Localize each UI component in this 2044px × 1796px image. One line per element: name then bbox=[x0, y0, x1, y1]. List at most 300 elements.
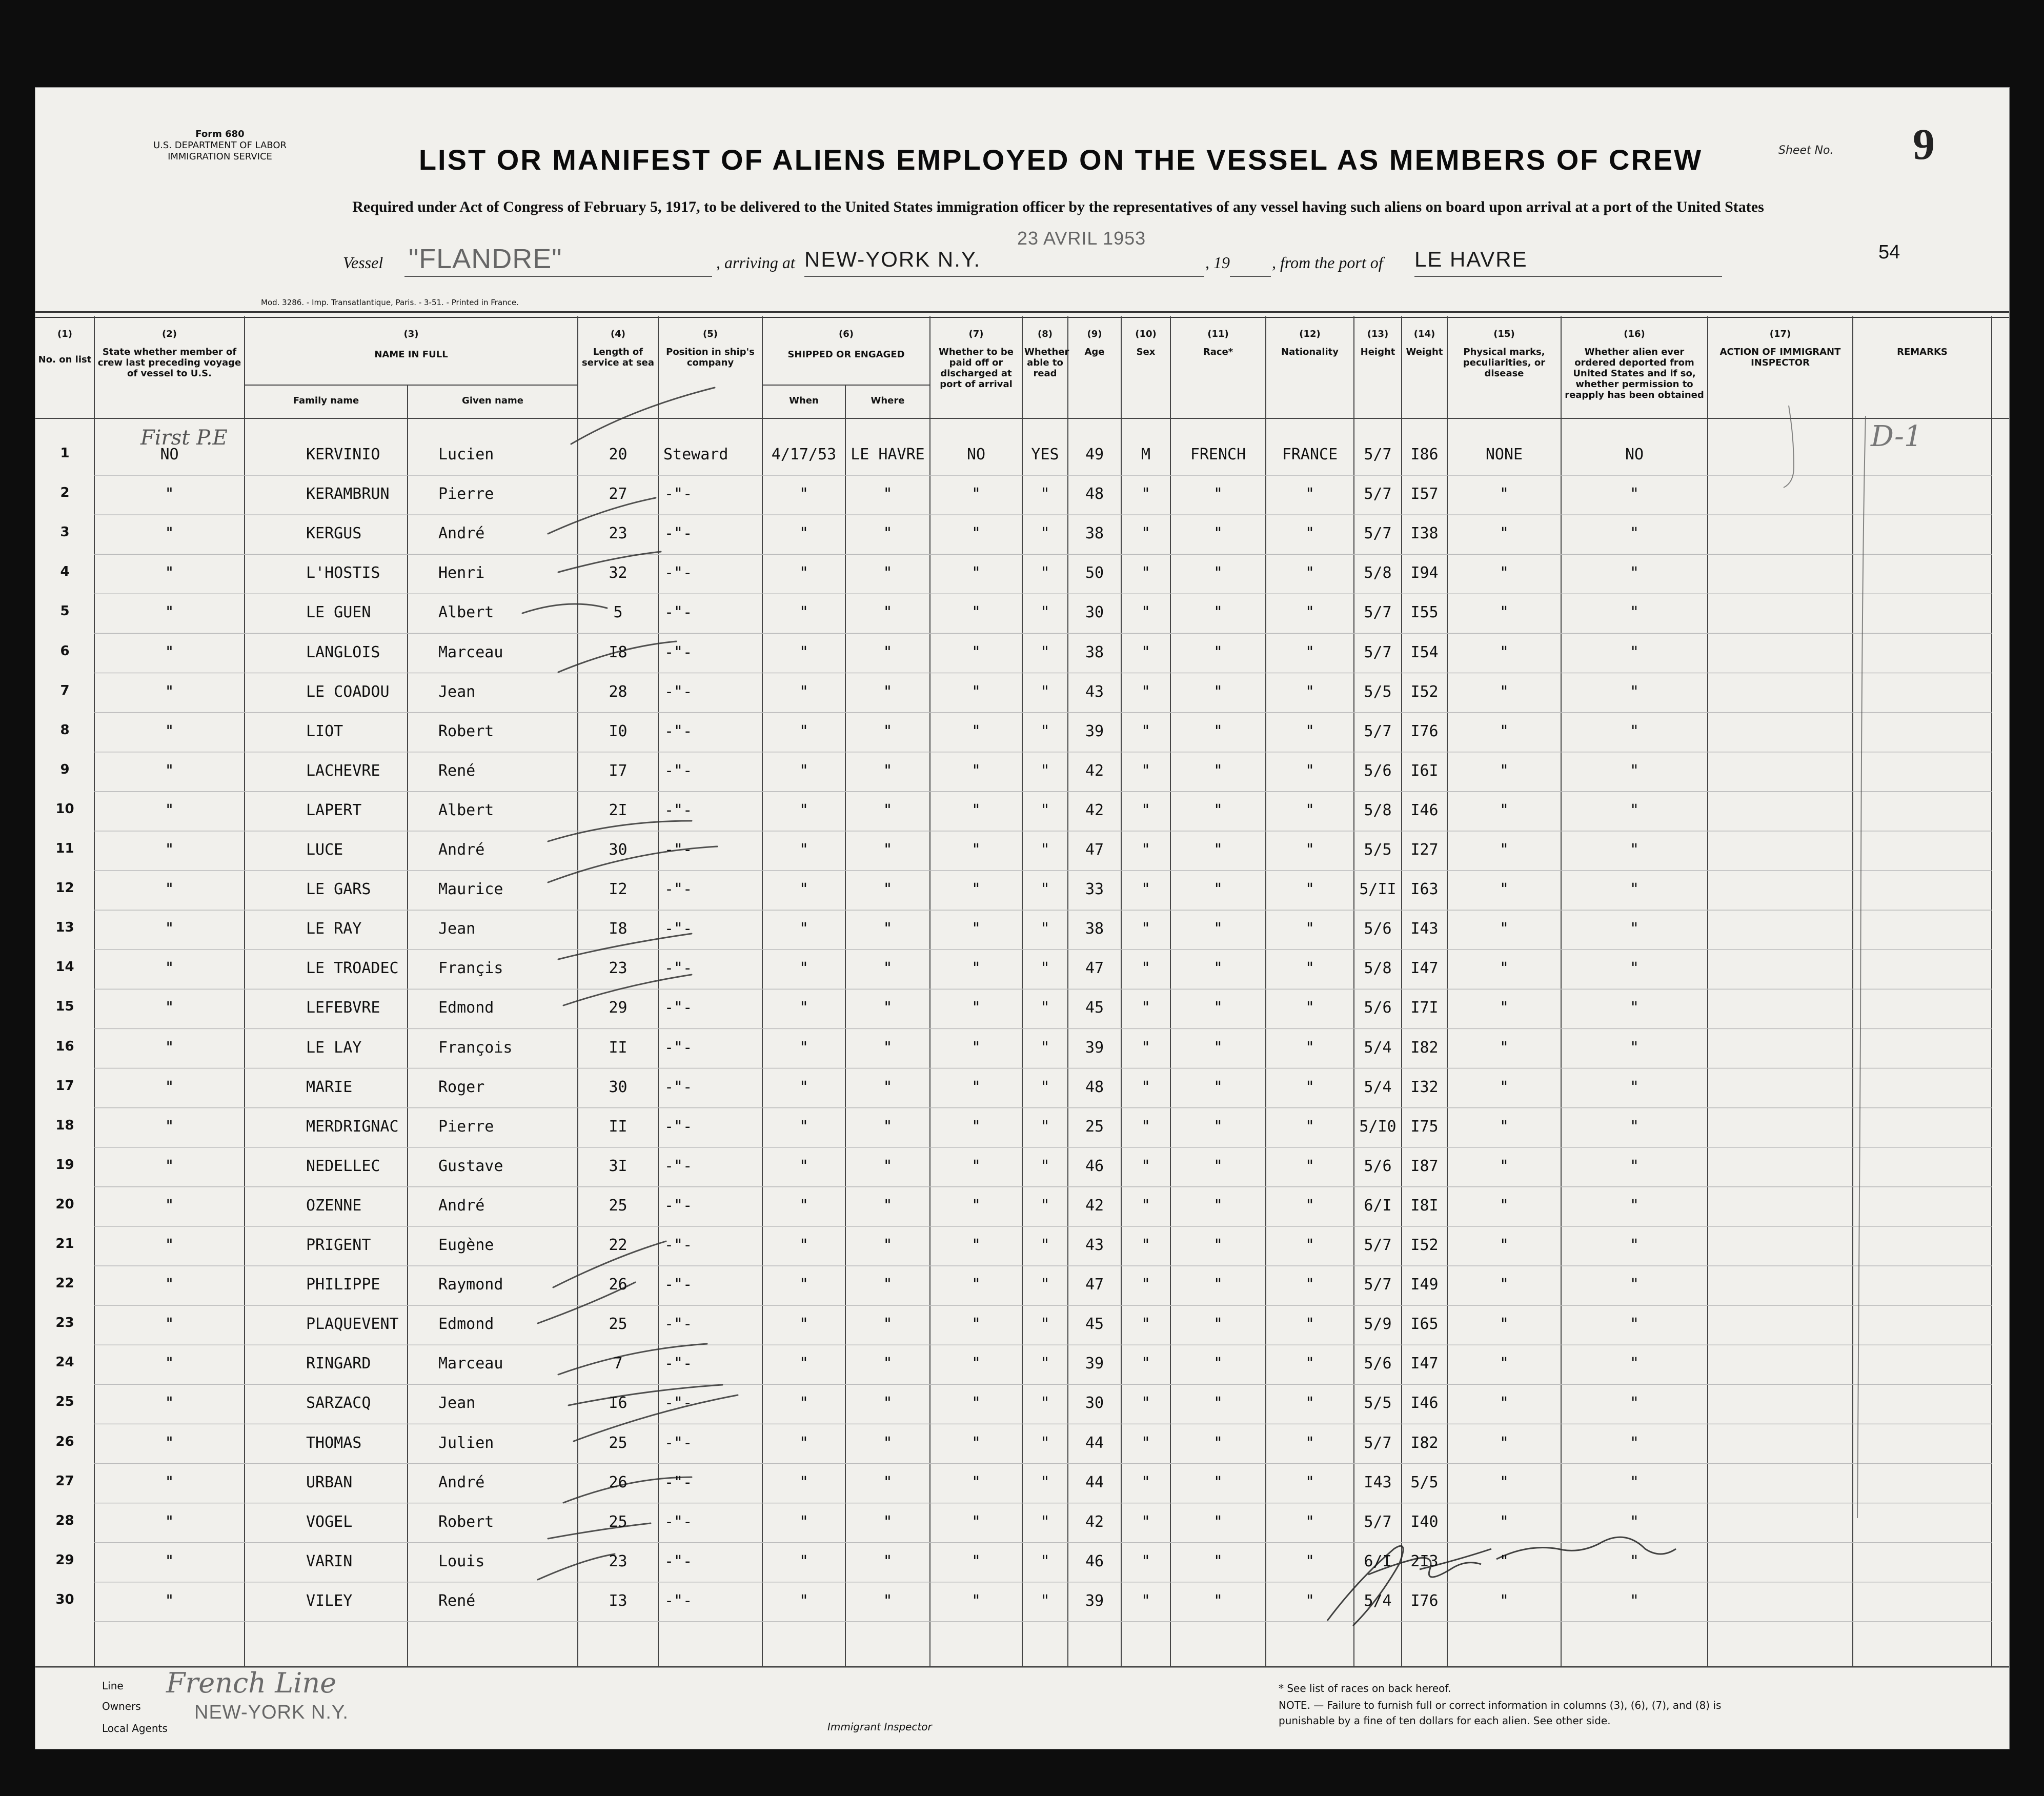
cell-nat: " bbox=[1305, 1038, 1315, 1057]
cell-given: Lucien bbox=[438, 446, 494, 463]
cell-deported: " bbox=[1629, 1473, 1640, 1491]
cell-height: 5/4 bbox=[1364, 1591, 1392, 1610]
cell-position: -"- bbox=[664, 682, 693, 701]
cell-service: 26 bbox=[609, 1473, 628, 1491]
cell-family: PRIGENT bbox=[306, 1236, 371, 1254]
act-of-congress-text: Required under Act of Congress of February 5, 1917, to be delivered to the United States immigration officer by the representatives of any vessel having such aliens on board upon arrival at a port of the United States bbox=[352, 198, 1764, 215]
cell-where: " bbox=[883, 801, 893, 819]
cell-deported: " bbox=[1629, 524, 1640, 543]
cell-paid: " bbox=[971, 1434, 981, 1452]
cell-height: 5/5 bbox=[1364, 682, 1392, 701]
cell-service: 2I bbox=[609, 801, 628, 819]
cell-service: 29 bbox=[609, 999, 628, 1017]
column-number: (13) bbox=[1367, 329, 1389, 339]
cell-where: " bbox=[883, 1355, 893, 1373]
cell-deported: " bbox=[1629, 603, 1640, 622]
cell-where: " bbox=[883, 920, 893, 938]
cell-paid: " bbox=[971, 880, 981, 899]
cell-prev: " bbox=[165, 1473, 174, 1491]
cell-when: " bbox=[799, 1276, 809, 1294]
cell-family: LE GARS bbox=[306, 880, 371, 899]
immigrant-inspector-label: Immigrant Inspector bbox=[827, 1721, 932, 1733]
cell-given: Louis bbox=[438, 1552, 485, 1570]
cell-read: " bbox=[1040, 880, 1050, 899]
column-number: (6) bbox=[839, 329, 854, 339]
cell-sex: " bbox=[1141, 1315, 1151, 1334]
cell-where: " bbox=[883, 1315, 893, 1334]
cell-service: II bbox=[609, 1117, 628, 1136]
cell-nat: " bbox=[1305, 682, 1315, 701]
column-label: ACTION OF IMMIGRANT INSPECTOR bbox=[1719, 347, 1841, 368]
cell-deported: " bbox=[1629, 1355, 1640, 1373]
cell-service: 25 bbox=[609, 1512, 628, 1531]
cell-where: " bbox=[883, 524, 893, 543]
cell-marks: " bbox=[1499, 880, 1509, 899]
cell-given: André bbox=[438, 841, 485, 859]
cell-paid: " bbox=[971, 1276, 981, 1294]
cell-position: -"- bbox=[664, 643, 693, 661]
cell-race: " bbox=[1213, 1434, 1223, 1452]
cell-race: " bbox=[1213, 1236, 1223, 1254]
cell-given: Julien bbox=[438, 1434, 494, 1452]
cell-marks: " bbox=[1499, 564, 1509, 582]
cell-marks: " bbox=[1499, 1157, 1509, 1175]
cell-sex: " bbox=[1141, 999, 1151, 1017]
cell-where: " bbox=[883, 880, 893, 899]
column-number: (10) bbox=[1135, 329, 1157, 339]
cell-read: " bbox=[1040, 841, 1050, 859]
cell-when: " bbox=[799, 1591, 809, 1610]
cell-prev: " bbox=[165, 1394, 174, 1412]
cell-paid: " bbox=[971, 1394, 981, 1412]
cell-race: " bbox=[1213, 1038, 1223, 1057]
cell-given: René bbox=[438, 1591, 476, 1610]
cell-read: " bbox=[1040, 564, 1050, 582]
cell-sex: " bbox=[1141, 564, 1151, 582]
annotation-remarks: D-1 bbox=[1871, 420, 1922, 453]
cell-where: " bbox=[883, 1196, 893, 1215]
cell-race: " bbox=[1213, 722, 1223, 740]
cell-sex: " bbox=[1141, 1512, 1151, 1531]
from-port: LE HAVRE bbox=[1414, 247, 1528, 271]
cell-given: François bbox=[438, 1038, 513, 1057]
cell-paid: " bbox=[971, 1157, 981, 1175]
column-label: Nationality bbox=[1281, 347, 1339, 357]
cell-family: NEDELLEC bbox=[306, 1157, 380, 1175]
cell-race: " bbox=[1213, 485, 1223, 503]
cell-race: " bbox=[1213, 603, 1223, 622]
cell-paid: " bbox=[971, 1552, 981, 1570]
cell-service: 7 bbox=[613, 1355, 623, 1373]
cell-sex: " bbox=[1141, 1552, 1151, 1570]
cell-n: 7 bbox=[60, 682, 70, 698]
cell-deported: " bbox=[1629, 999, 1640, 1017]
cell-when: " bbox=[799, 1038, 809, 1057]
cell-prev: " bbox=[165, 603, 174, 622]
cell-height: 5/5 bbox=[1364, 1394, 1392, 1412]
cell-n: 21 bbox=[55, 1236, 74, 1252]
column-number: (7) bbox=[968, 329, 984, 339]
cell-position: -"- bbox=[664, 959, 693, 978]
cell-when: 4/17/53 bbox=[771, 446, 837, 463]
cell-when: " bbox=[799, 1394, 809, 1412]
column-label: State whether member of crew last preceding voyage of vessel to U.S. bbox=[97, 347, 241, 379]
manifest-title: LIST OR MANIFEST OF ALIENS EMPLOYED ON THE VESSEL AS MEMBERS OF CREW bbox=[418, 144, 1703, 176]
cell-deported: " bbox=[1629, 1591, 1640, 1610]
cell-sex: " bbox=[1141, 1236, 1151, 1254]
cell-weight: 5/5 bbox=[1410, 1473, 1439, 1491]
cell-sex: " bbox=[1141, 1196, 1151, 1215]
cell-marks: " bbox=[1499, 1434, 1509, 1452]
cell-paid: " bbox=[971, 1355, 981, 1373]
cell-given: Albert bbox=[438, 603, 494, 622]
cell-paid: " bbox=[971, 841, 981, 859]
cell-marks: " bbox=[1499, 1117, 1509, 1136]
cell-deported: " bbox=[1629, 643, 1640, 661]
column-label: Weight bbox=[1406, 347, 1443, 357]
cell-read: " bbox=[1040, 603, 1050, 622]
cell-sex: " bbox=[1141, 959, 1151, 978]
cell-height: 6/I bbox=[1364, 1196, 1392, 1215]
cell-when: " bbox=[799, 959, 809, 978]
cell-nat: " bbox=[1305, 1512, 1315, 1531]
cell-read: " bbox=[1040, 1078, 1050, 1096]
cell-marks: " bbox=[1499, 1473, 1509, 1491]
cell-sex: " bbox=[1141, 1473, 1151, 1491]
cell-deported: " bbox=[1629, 1038, 1640, 1057]
column-label: Sex bbox=[1136, 347, 1156, 357]
cell-nat: " bbox=[1305, 801, 1315, 819]
cell-marks: " bbox=[1499, 801, 1509, 819]
cell-prev: " bbox=[165, 485, 174, 503]
cell-where: " bbox=[883, 485, 893, 503]
cell-prev: " bbox=[165, 1591, 174, 1610]
cell-prev: " bbox=[165, 682, 174, 701]
cell-read: " bbox=[1040, 643, 1050, 661]
cell-read: " bbox=[1040, 1552, 1050, 1570]
cell-age: 38 bbox=[1085, 643, 1104, 661]
cell-when: " bbox=[799, 1196, 809, 1215]
cell-race: FRENCH bbox=[1190, 446, 1246, 463]
cell-sex: " bbox=[1141, 1591, 1151, 1610]
cell-marks: " bbox=[1499, 524, 1509, 543]
cell-when: " bbox=[799, 1355, 809, 1373]
column-sublabel: Where bbox=[871, 395, 905, 406]
cell-weight: I27 bbox=[1410, 841, 1439, 859]
cell-nat: " bbox=[1305, 1196, 1315, 1215]
cell-given: Roger bbox=[438, 1078, 485, 1096]
cell-read: " bbox=[1040, 1591, 1050, 1610]
cell-weight: I32 bbox=[1410, 1078, 1439, 1096]
footer-line-label: Line bbox=[102, 1680, 124, 1692]
cell-race: " bbox=[1213, 1394, 1223, 1412]
cell-n: 28 bbox=[55, 1512, 74, 1528]
cell-race: " bbox=[1213, 524, 1223, 543]
cell-given: Eugène bbox=[438, 1236, 494, 1254]
cell-family: VARIN bbox=[306, 1552, 353, 1570]
cell-nat: " bbox=[1305, 524, 1315, 543]
year-label: , 19 bbox=[1205, 253, 1230, 272]
cell-paid: " bbox=[971, 1473, 981, 1491]
cell-marks: " bbox=[1499, 841, 1509, 859]
cell-paid: " bbox=[971, 1038, 981, 1057]
cell-position: -"- bbox=[664, 1473, 693, 1491]
cell-read: " bbox=[1040, 524, 1050, 543]
cell-weight: I57 bbox=[1410, 485, 1439, 503]
column-sublabel: Family name bbox=[293, 395, 359, 406]
cell-prev: " bbox=[165, 1117, 174, 1136]
cell-deported: " bbox=[1629, 841, 1640, 859]
cell-age: 48 bbox=[1085, 485, 1104, 503]
cell-deported: " bbox=[1629, 1394, 1640, 1412]
cell-family: LACHEVRE bbox=[306, 761, 380, 780]
cell-prev: " bbox=[165, 959, 174, 978]
cell-where: " bbox=[883, 603, 893, 622]
cell-weight: I94 bbox=[1410, 564, 1439, 582]
cell-given: André bbox=[438, 1196, 485, 1215]
column-label: Age bbox=[1084, 347, 1105, 357]
cell-n: 22 bbox=[55, 1276, 74, 1291]
cell-weight: I55 bbox=[1410, 603, 1439, 622]
cell-weight: I47 bbox=[1410, 959, 1439, 978]
cell-race: " bbox=[1213, 1591, 1223, 1610]
cell-when: " bbox=[799, 682, 809, 701]
cell-prev: " bbox=[165, 564, 174, 582]
cell-given: Pierre bbox=[438, 485, 494, 503]
cell-sex: " bbox=[1141, 1434, 1151, 1452]
cell-service: 20 bbox=[609, 446, 628, 463]
cell-family: PLAQUEVENT bbox=[306, 1315, 399, 1334]
column-number: (15) bbox=[1493, 329, 1515, 339]
cell-position: -"- bbox=[664, 603, 693, 622]
cell-n: 9 bbox=[60, 761, 70, 777]
cell-n: 6 bbox=[60, 643, 70, 659]
cell-family: LE RAY bbox=[306, 920, 362, 938]
cell-age: 45 bbox=[1085, 999, 1104, 1017]
cell-nat: " bbox=[1305, 1315, 1315, 1334]
cell-weight: I87 bbox=[1410, 1157, 1439, 1175]
column-sublabel: Given name bbox=[462, 395, 523, 406]
cell-given: Marceau bbox=[438, 643, 503, 661]
cell-position: -"- bbox=[664, 722, 693, 740]
cell-height: 5/4 bbox=[1364, 1078, 1392, 1096]
cell-race: " bbox=[1213, 841, 1223, 859]
service-name: IMMIGRATION SERVICE bbox=[168, 151, 272, 162]
cell-age: 46 bbox=[1085, 1552, 1104, 1570]
cell-marks: NONE bbox=[1485, 446, 1523, 463]
cell-n: 29 bbox=[55, 1552, 74, 1568]
column-label: Whether alien ever ordered deported from United States and if so, whether permission to reapply has been obtained bbox=[1565, 347, 1704, 400]
from-port-label: , from the port of bbox=[1272, 253, 1383, 272]
cell-family: LIOT bbox=[306, 722, 343, 740]
cell-marks: " bbox=[1499, 1552, 1509, 1570]
cell-service: I0 bbox=[609, 722, 628, 740]
cell-age: 44 bbox=[1085, 1434, 1104, 1452]
cell-paid: " bbox=[971, 920, 981, 938]
cell-paid: " bbox=[971, 682, 981, 701]
cell-where: " bbox=[883, 1038, 893, 1057]
cell-weight: I76 bbox=[1410, 1591, 1439, 1610]
cell-deported: " bbox=[1629, 682, 1640, 701]
cell-nat: " bbox=[1305, 1078, 1315, 1096]
cell-deported: " bbox=[1629, 1117, 1640, 1136]
column-number: (11) bbox=[1207, 329, 1229, 339]
cell-prev: " bbox=[165, 1315, 174, 1334]
cell-family: LEFEBVRE bbox=[306, 999, 380, 1017]
cell-deported: " bbox=[1629, 880, 1640, 899]
cell-nat: " bbox=[1305, 920, 1315, 938]
cell-sex: " bbox=[1141, 1355, 1151, 1373]
cell-service: 25 bbox=[609, 1315, 628, 1334]
cell-sex: " bbox=[1141, 682, 1151, 701]
cell-given: Maurice bbox=[438, 880, 503, 899]
cell-service: 32 bbox=[609, 564, 628, 582]
cell-when: " bbox=[799, 1434, 809, 1452]
cell-paid: " bbox=[971, 603, 981, 622]
cell-prev: " bbox=[165, 1157, 174, 1175]
cell-n: 17 bbox=[55, 1078, 74, 1094]
column-number: (12) bbox=[1299, 329, 1321, 339]
cell-paid: " bbox=[971, 1117, 981, 1136]
cell-prev: " bbox=[165, 1196, 174, 1215]
cell-age: 38 bbox=[1085, 524, 1104, 543]
cell-deported: " bbox=[1629, 1196, 1640, 1215]
cell-marks: " bbox=[1499, 1591, 1509, 1610]
cell-family: THOMAS bbox=[306, 1434, 362, 1452]
cell-race: " bbox=[1213, 564, 1223, 582]
cell-race: " bbox=[1213, 920, 1223, 938]
cell-family: VILEY bbox=[306, 1591, 353, 1610]
footer-owners-value: NEW-YORK N.Y. bbox=[194, 1702, 349, 1723]
sheet-number-label: Sheet No. bbox=[1778, 144, 1834, 157]
cell-race: " bbox=[1213, 999, 1223, 1017]
cell-race: " bbox=[1213, 1315, 1223, 1334]
column-label: No. on list bbox=[38, 354, 92, 365]
cell-where: " bbox=[883, 1276, 893, 1294]
cell-read: " bbox=[1040, 1512, 1050, 1531]
column-number: (3) bbox=[403, 329, 419, 339]
cell-paid: " bbox=[971, 959, 981, 978]
cell-height: 5/7 bbox=[1364, 722, 1392, 740]
cell-nat: " bbox=[1305, 841, 1315, 859]
cell-marks: " bbox=[1499, 1196, 1509, 1215]
cell-given: Jean bbox=[438, 1394, 476, 1412]
column-number: (17) bbox=[1769, 329, 1791, 339]
cell-marks: " bbox=[1499, 722, 1509, 740]
cell-sex: " bbox=[1141, 841, 1151, 859]
cell-height: 5/6 bbox=[1364, 761, 1392, 780]
cell-position: Steward bbox=[663, 446, 728, 463]
cell-service: 27 bbox=[609, 485, 628, 503]
cell-read: " bbox=[1040, 801, 1050, 819]
cell-weight: I7I bbox=[1410, 999, 1439, 1017]
cell-position: -"- bbox=[664, 1394, 693, 1412]
cell-sex: " bbox=[1141, 920, 1151, 938]
cell-deported: " bbox=[1629, 1236, 1640, 1254]
cell-height: 5/8 bbox=[1364, 564, 1392, 582]
cell-when: " bbox=[799, 524, 809, 543]
cell-service: II bbox=[609, 1038, 628, 1057]
cell-deported: " bbox=[1629, 564, 1640, 582]
cell-nat: " bbox=[1305, 564, 1315, 582]
cell-prev: " bbox=[165, 1236, 174, 1254]
cell-paid: " bbox=[971, 1512, 981, 1531]
cell-n: 3 bbox=[60, 524, 70, 540]
cell-race: " bbox=[1213, 1157, 1223, 1175]
cell-when: " bbox=[799, 1512, 809, 1531]
cell-marks: " bbox=[1499, 761, 1509, 780]
cell-paid: " bbox=[971, 801, 981, 819]
cell-service: 23 bbox=[609, 1552, 628, 1570]
column-sublabel: When bbox=[789, 395, 819, 406]
cell-when: " bbox=[799, 1236, 809, 1254]
cell-age: 50 bbox=[1085, 564, 1104, 582]
cell-service: 30 bbox=[609, 1078, 628, 1096]
arriving-label: , arriving at bbox=[716, 253, 795, 272]
cell-position: -"- bbox=[664, 999, 693, 1017]
cell-prev: " bbox=[165, 880, 174, 899]
cell-when: " bbox=[799, 643, 809, 661]
cell-service: I3 bbox=[609, 1591, 628, 1610]
cell-nat: " bbox=[1305, 999, 1315, 1017]
cell-age: 33 bbox=[1085, 880, 1104, 899]
cell-sex: " bbox=[1141, 1157, 1151, 1175]
cell-when: " bbox=[799, 841, 809, 859]
cell-race: " bbox=[1213, 1078, 1223, 1096]
cell-read: " bbox=[1040, 920, 1050, 938]
cell-given: André bbox=[438, 1473, 485, 1491]
cell-given: Pierre bbox=[438, 1117, 494, 1136]
cell-family: LE TROADEC bbox=[306, 959, 399, 978]
cell-family: LUCE bbox=[306, 841, 343, 859]
annotation-first-pe: First P.E bbox=[140, 426, 228, 450]
cell-age: 47 bbox=[1085, 959, 1104, 978]
cell-race: " bbox=[1213, 1552, 1223, 1570]
cell-weight: I52 bbox=[1410, 682, 1439, 701]
cell-given: Robert bbox=[438, 722, 494, 740]
cell-read: " bbox=[1040, 1276, 1050, 1294]
cell-position: -"- bbox=[664, 1196, 693, 1215]
cell-service: I7 bbox=[609, 761, 628, 780]
cell-height: 5/6 bbox=[1364, 999, 1392, 1017]
cell-paid: " bbox=[971, 1078, 981, 1096]
column-number: (8) bbox=[1038, 329, 1053, 339]
cell-nat: " bbox=[1305, 1117, 1315, 1136]
cell-age: 39 bbox=[1085, 1591, 1104, 1610]
cell-n: 1 bbox=[60, 446, 70, 461]
cell-marks: " bbox=[1499, 959, 1509, 978]
cell-marks: " bbox=[1499, 1236, 1509, 1254]
cell-nat: " bbox=[1305, 1157, 1315, 1175]
cell-deported: " bbox=[1629, 1078, 1640, 1096]
cell-marks: " bbox=[1499, 1315, 1509, 1334]
cell-read: " bbox=[1040, 1117, 1050, 1136]
cell-deported: " bbox=[1629, 761, 1640, 780]
cell-prev: " bbox=[165, 1078, 174, 1096]
printer-imprint: Mod. 3286. - Imp. Transatlantique, Paris. - 3-51. - Printed in France. bbox=[261, 298, 519, 307]
cell-height: 5/I0 bbox=[1359, 1117, 1397, 1136]
cell-n: 11 bbox=[55, 841, 74, 856]
cell-service: 28 bbox=[609, 682, 628, 701]
cell-when: " bbox=[799, 1552, 809, 1570]
cell-read: YES bbox=[1031, 446, 1059, 463]
cell-deported: " bbox=[1629, 722, 1640, 740]
cell-paid: " bbox=[971, 761, 981, 780]
cell-n: 30 bbox=[55, 1591, 74, 1607]
cell-where: " bbox=[883, 1117, 893, 1136]
cell-family: LE LAY bbox=[306, 1038, 362, 1057]
cell-prev: " bbox=[165, 1038, 174, 1057]
